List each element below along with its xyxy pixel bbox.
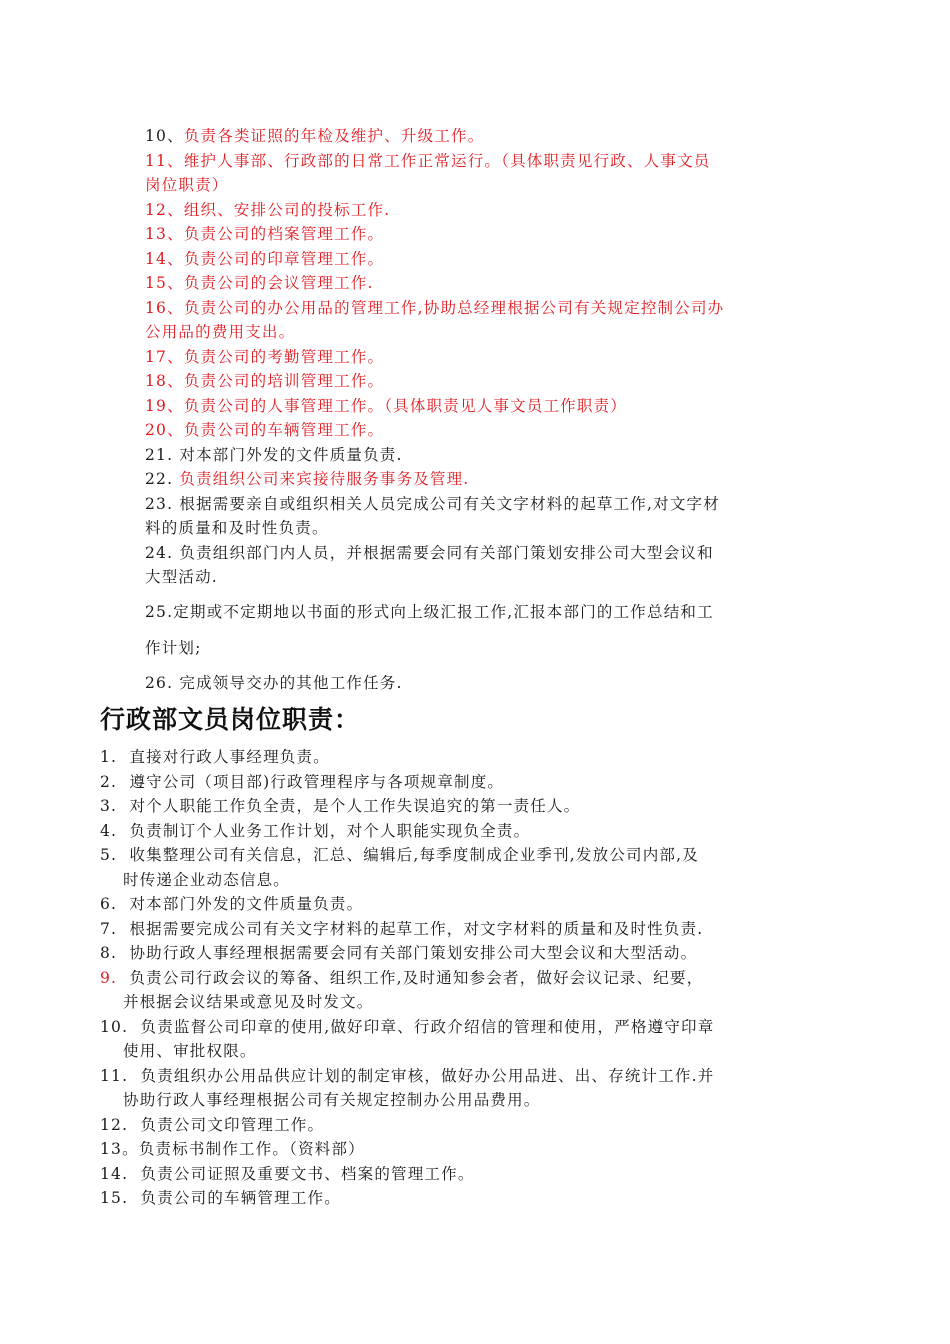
item-text: 负责公司的培训管理工作。 [183,372,385,390]
item-number: 2. [100,772,118,791]
item-text: 负责公司的考勤管理工作。 [183,347,385,366]
item-text: 对本部门外发的文件质量负责. [179,445,403,464]
item-text: 负责公司的办公用品的管理工作,协助总经理根据公司有关规定控制公司办 [183,298,725,317]
item-text: 负责标书制作工作。（资料部） [138,1140,365,1158]
list-item-4 [100,819,820,844]
item-number: 26. [145,673,174,692]
list-item-6 [100,892,820,917]
list-item-11b [100,1064,820,1113]
item-text: 负责组织公司来宾接待服务事务及管理. [179,470,470,488]
list-item-16 [145,296,810,345]
item-text: 负责公司的会议管理工作. [183,274,374,292]
item-number: 4. [100,821,118,840]
list-item-3 [100,794,820,819]
list-item-15b [100,1186,820,1211]
item-number: 5. [100,846,118,864]
item-text: 负责公司文印管理工作。 [140,1115,325,1134]
item-text: 负责公司证照及重要文书、档案的管理工作。 [140,1164,475,1183]
item-number: 14、 [145,249,184,268]
item-text-cont: 并根据会议结果或意见及时发文。 [123,993,374,1011]
item-number: 23. [145,494,174,513]
item-text: 收集整理公司有关信息，汇总、编辑后,每季度制成企业季刊,发放公司内部,及 [129,846,699,864]
item-number: 10、 [145,127,184,145]
list-item-9 [100,966,820,1015]
list-item-21 [145,443,810,468]
item-text-cont: 大型活动. [145,568,218,586]
item-text: 根据需要亲自或组织相关人员完成公司有关文字材料的起草工作,对文字材 [179,494,720,513]
list-item-13b [100,1137,820,1162]
list-item-15 [145,271,810,296]
item-text: 直接对行政人事经理负责。 [129,748,330,766]
item-number: 11. [100,1066,129,1085]
list-item-12b [100,1113,820,1138]
item-number: 20、 [145,421,184,439]
item-number: 9. [100,968,118,987]
list-item-14 [145,247,810,272]
item-text-cont: 作计划; [145,639,202,657]
item-number: 15、 [145,274,184,292]
item-number: 1. [100,748,118,766]
item-text: 负责公司行政会议的筹备、组织工作,及时通知参会者，做好会议记录、纪要， [129,968,704,987]
item-text: 协助行政人事经理根据需要会同有关部门策划安排公司大型会议和大型活动。 [129,944,698,962]
item-text: 维护人事部、行政部的日常工作正常运行。（具体职责见行政、人事文员 [183,151,711,170]
item-number: 17、 [145,347,184,366]
item-number: 13、 [145,225,184,243]
list-item-23 [145,492,810,541]
item-number: 22. [145,470,174,488]
item-number: 3. [100,797,118,815]
item-text: 负责公司的档案管理工作。 [183,225,385,243]
item-text: 负责组织办公用品供应计划的制定审核，做好办公用品进、出、存统计工作.并 [140,1066,715,1085]
item-number: 19、 [145,396,184,415]
list-item-5 [100,843,820,892]
list-item-1 [100,745,820,770]
item-text: 负责公司的印章管理工作。 [183,249,385,268]
list-item-10b [100,1015,820,1064]
item-text: 遵守公司（项目部)行政管理程序与各项规章制度。 [129,772,505,791]
list-item-8 [100,941,820,966]
item-text: 负责公司的人事管理工作。（具体职责见人事文员工作职责） [183,396,627,415]
item-number: 13。 [100,1140,139,1158]
section-heading: 行政部文员岗位职责： [100,705,361,734]
item-text: 负责监督公司印章的使用,做好印章、行政介绍信的管理和使用，严格遵守印章 [140,1017,715,1036]
list-item-24 [145,541,810,590]
item-number: 24. [145,543,174,562]
list-item-12 [145,198,810,223]
item-number: 15. [100,1189,129,1207]
item-text: 对个人职能工作负全责，是个人工作失误追究的第一责任人。 [129,797,581,815]
item-number: 12. [100,1115,129,1134]
item-number: 16、 [145,298,184,317]
item-text: 定期或不定期地以书面的形式向上级汇报工作,汇报本部门的工作总结和工 [173,602,714,621]
item-text: 负责组织部门内人员，并根据需要会同有关部门策划安排公司大型会议和 [179,543,714,562]
item-number: 8. [100,944,118,962]
item-text: 根据需要完成公司有关文字材料的起草工作，对文字材料的质量和及时性负责. [129,919,704,938]
list-item-20 [145,418,810,443]
item-text-cont: 使用、审批权限。 [123,1042,257,1060]
list-item-22 [145,467,810,492]
list-item-18 [145,369,810,394]
item-number: 10. [100,1017,129,1036]
item-number: 21. [145,445,174,464]
list-item-13 [145,222,810,247]
section1-list [145,124,810,695]
item-text-cont: 料的质量和及时性负责。 [145,519,329,537]
list-item-11 [145,149,810,198]
item-text: 负责公司的车辆管理工作。 [140,1189,341,1207]
list-item-14b [100,1162,820,1187]
item-number: 6. [100,895,118,913]
item-number: 11、 [145,151,184,170]
item-text: 负责制订个人业务工作计划，对个人职能实现负全责。 [129,821,531,840]
item-text-cont: 岗位职责） [145,176,229,194]
item-text: 完成领导交办的其他工作任务. [179,673,403,692]
list-item-17 [145,345,810,370]
item-number: 14. [100,1164,129,1183]
item-text-cont: 公用品的费用支出。 [145,323,296,341]
item-text: 负责公司的车辆管理工作。 [183,421,385,439]
list-item-26 [145,671,810,696]
item-number: 25. [145,602,174,621]
item-text-cont: 时传递企业动态信息。 [123,870,291,889]
item-number: 12、 [145,200,184,219]
list-item-2 [100,770,820,795]
item-text: 负责各类证照的年检及维护、升级工作。 [183,127,485,145]
list-item-19 [145,394,810,419]
item-text: 组织、安排公司的投标工作. [183,200,391,219]
list-item-7 [100,917,820,942]
item-number: 7. [100,919,118,938]
item-text-cont: 协助行政人事经理根据公司有关规定控制办公用品费用。 [123,1091,541,1109]
item-text: 对本部门外发的文件质量负责。 [129,895,364,913]
item-number: 18、 [145,372,184,390]
list-item-10 [145,124,810,149]
section2-list [100,745,820,1211]
list-item-25 [145,600,810,661]
